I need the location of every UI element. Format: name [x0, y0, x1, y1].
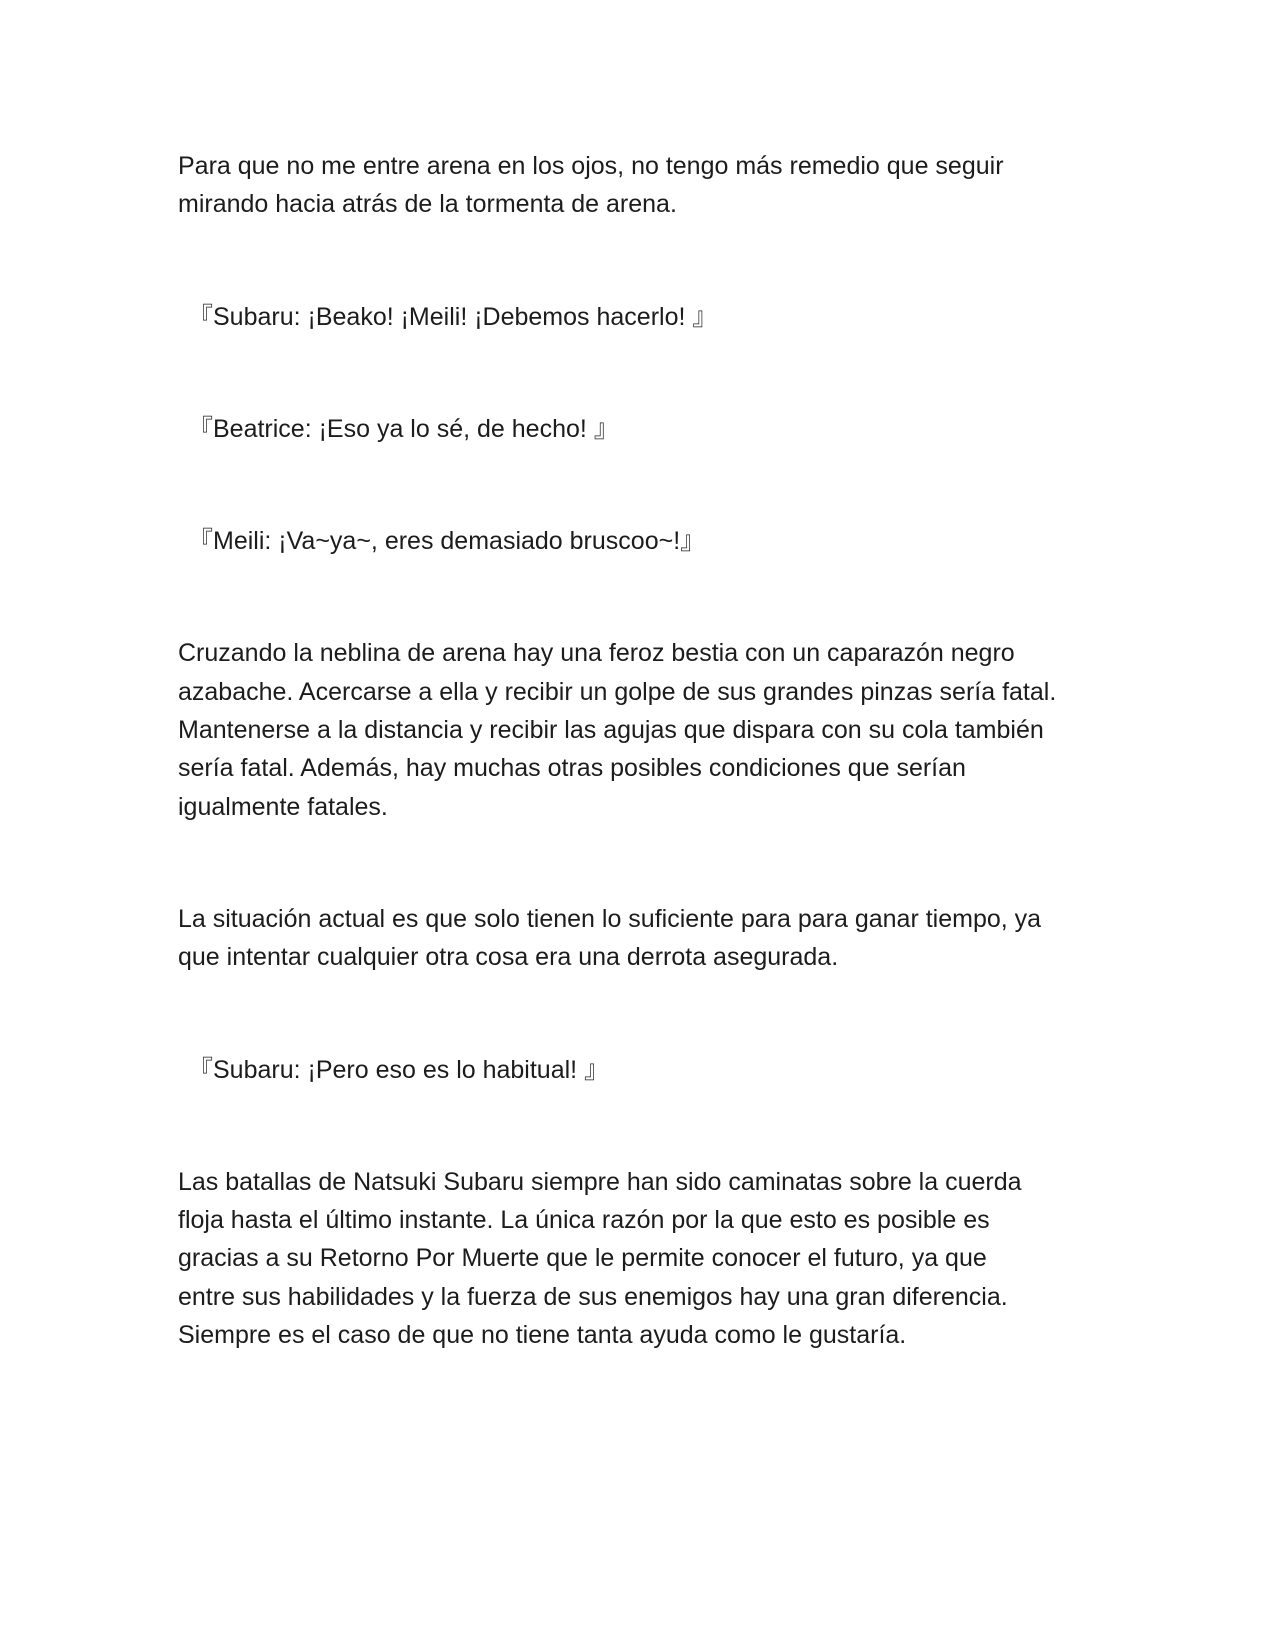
text-line: mirando hacia atrás de la tormenta de arena. [178, 190, 677, 219]
text-line: igualmente fatales. [178, 792, 388, 821]
text-line: que intentar cualquier otra cosa era una derrota asegurada. [178, 943, 839, 972]
paragraph-battles [178, 1163, 1118, 1354]
dialogue-meili [178, 522, 1118, 560]
dialogue-subaru-habitual [178, 1051, 1118, 1089]
paragraph-beast [178, 634, 1118, 825]
text-line: Siempre es el caso de que no tiene tanta ayuda como le gustaría. [178, 1321, 907, 1350]
dialogue-line: 『Beatrice: ¡Eso ya lo sé, de hecho! 』 [188, 414, 619, 443]
text-line: floja hasta el último instante. La única razón por la que esto es posible es [178, 1206, 990, 1235]
paragraph-situation [178, 900, 1118, 977]
paragraph-sand-eyes [178, 147, 1118, 224]
dialogue-line: 『Subaru: ¡Beako! ¡Meili! ¡Debemos hacerlo! 』 [188, 302, 718, 331]
document-body [178, 147, 1118, 1428]
dialogue-beatrice [178, 410, 1118, 448]
text-line: gracias a su Retorno Por Muerte que le permite conocer el futuro, ya que [178, 1244, 987, 1273]
text-line: Para que no me entre arena en los ojos, no tengo más remedio que seguir [178, 152, 1004, 180]
dialogue-line: 『Meili: ¡Va~ya~, eres demasiado bruscoo~!』 [188, 527, 706, 556]
text-line: sería fatal. Además, hay muchas otras posibles condiciones que serían [178, 754, 966, 783]
text-line: entre sus habilidades y la fuerza de sus enemigos hay una gran diferencia. [178, 1282, 1008, 1311]
text-line: Cruzando la neblina de arena hay una feroz bestia con un caparazón negro [178, 639, 1015, 668]
text-line: Mantenerse a la distancia y recibir las agujas que dispara con su cola también [178, 716, 1044, 745]
text-line: La situación actual es que solo tienen lo suficiente para para ganar tiempo, ya [178, 904, 1042, 933]
dialogue-line: 『Subaru: ¡Pero eso es lo habitual! 』 [188, 1055, 610, 1084]
dialogue-subaru-beako-meili [178, 298, 1118, 336]
text-line: azabache. Acercarse a ella y recibir un golpe de sus grandes pinzas sería fatal. [178, 677, 1057, 706]
text-line: Las batallas de Natsuki Subaru siempre han sido caminatas sobre la cuerda [178, 1167, 1022, 1196]
